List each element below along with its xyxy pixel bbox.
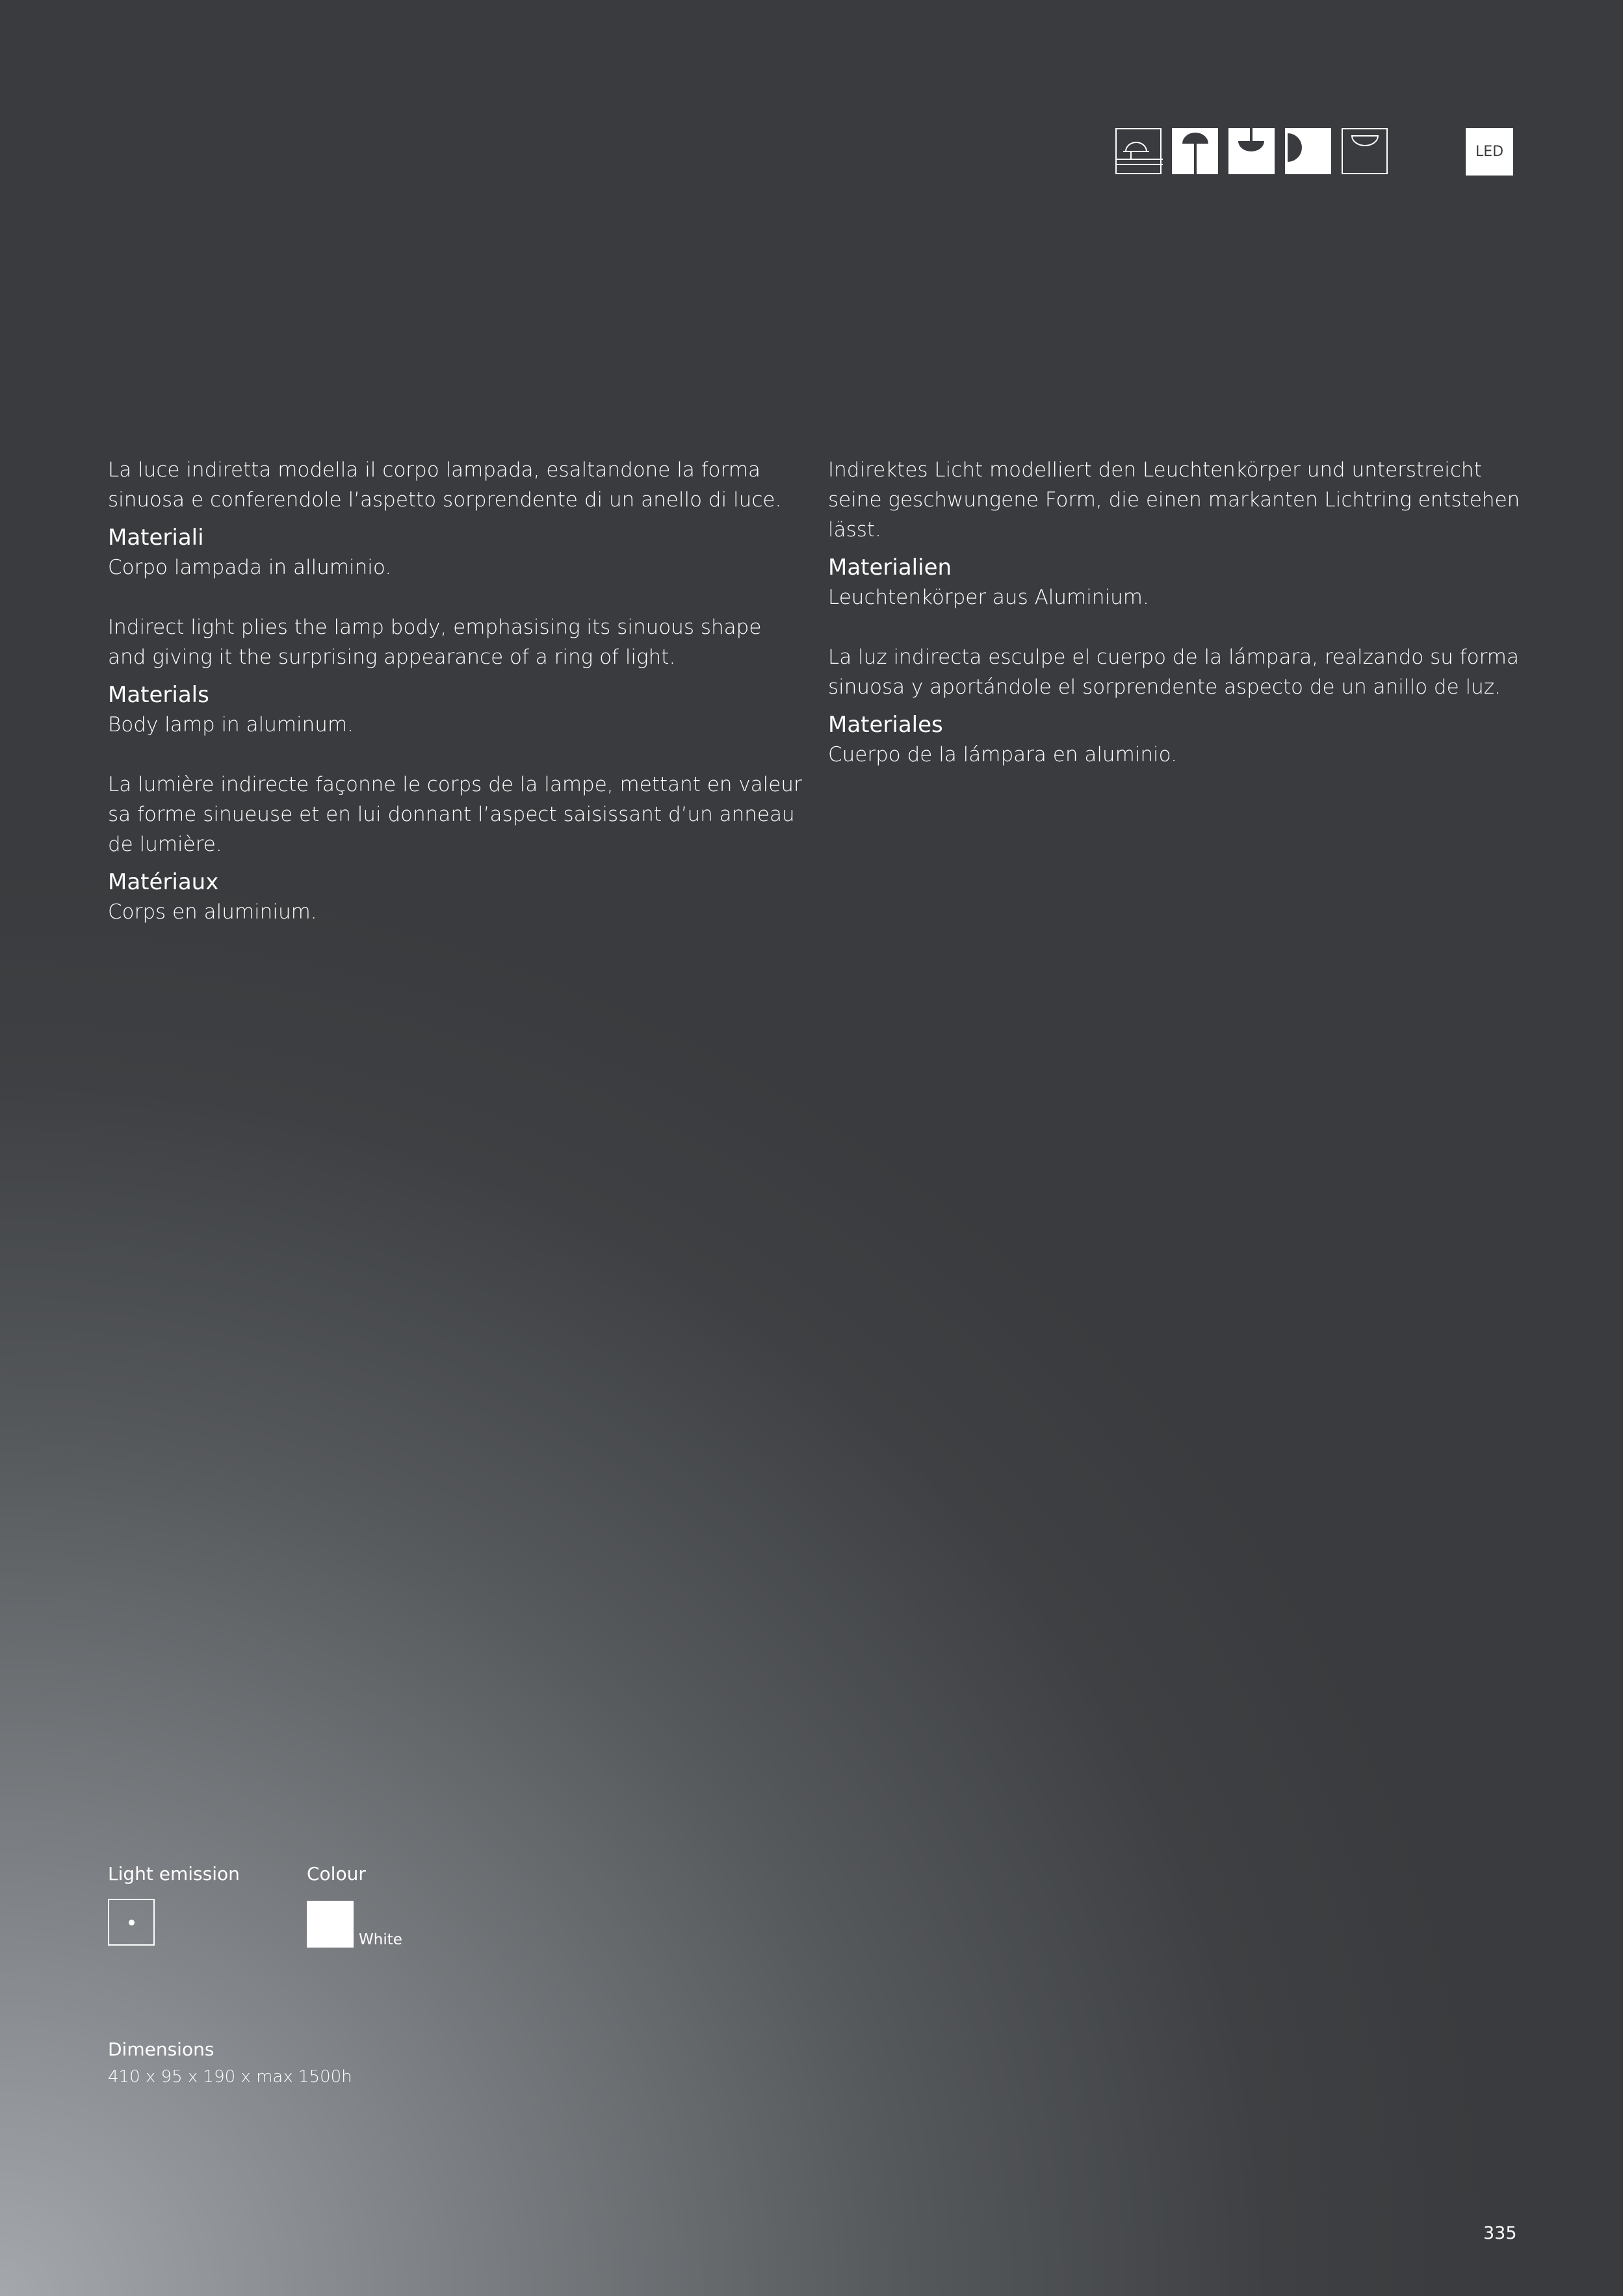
text-block-italian: [108, 455, 803, 582]
dimensions-value: 410 x 95 x 190 x max 1500h: [108, 2067, 352, 2087]
text-block-german: [828, 455, 1524, 612]
floor-lamp-icon: [1172, 128, 1218, 174]
description-text: Indirektes Licht modelliert den Leuchtenkörper und unterstreicht seine geschwungene Form, die einen markanten Lichtring entstehen lässt.: [828, 458, 1520, 541]
materials-heading: Materiali: [108, 525, 204, 551]
text-column-left: [108, 455, 803, 957]
materials-heading: Materialien: [828, 554, 952, 581]
description-text: La luz indirecta esculpe el cuerpo de la lámpara, realzando su forma sinuosa y aportándole el sorprendente aspecto de un anillo de luz.: [828, 646, 1520, 699]
text-block-spanish: [828, 642, 1524, 770]
materials-text: Leuchtenkörper aus Aluminium.: [828, 586, 1149, 609]
colour-name: White: [359, 1931, 402, 1948]
colour-swatch-white: [307, 1901, 354, 1948]
materials-heading: Materials: [108, 682, 209, 708]
materials-heading: Matériaux: [108, 869, 219, 895]
suspension-lamp-icon: [1228, 128, 1275, 174]
wall-ceiling-lamp-icon: [1115, 128, 1162, 174]
page-number: 335: [1483, 2223, 1517, 2243]
light-emission-label: Light emission: [108, 1863, 240, 1885]
description-text: La lumière indirecte façonne le corps de la lampe, mettant en valeur sa forme sinueuse et en lui donnant l’aspect saisissant d’un anneau de lumière.: [108, 773, 802, 856]
led-badge: LED: [1466, 128, 1513, 176]
description-text: La luce indiretta modella il corpo lampada, esaltandone la forma sinuosa e conferendole l’aspetto sorprendente di un anello di luce.: [108, 458, 782, 512]
text-block-english: [108, 612, 803, 740]
dimensions-label: Dimensions: [108, 2039, 214, 2060]
ceiling-lamp-icon: [1342, 128, 1388, 174]
materials-text: Body lamp in aluminum.: [108, 713, 354, 737]
materials-text: Cuerpo de la lámpara en aluminio.: [828, 743, 1177, 766]
text-column-right: [828, 455, 1524, 800]
description-text: Indirect light plies the lamp body, emphasising its sinuous shape and giving it the surprising appearance of a ring of light.: [108, 616, 762, 669]
materials-heading: Materiales: [828, 712, 943, 738]
text-block-french: [108, 770, 803, 927]
colour-label: Colour: [307, 1863, 366, 1885]
wall-lamp-icon: [1285, 128, 1331, 174]
emission-dot-icon: [129, 1920, 135, 1925]
materials-text: Corps en aluminium.: [108, 900, 317, 924]
light-emission-direct-icon: [108, 1899, 155, 1946]
materials-text: Corpo lampada in alluminio.: [108, 556, 392, 579]
